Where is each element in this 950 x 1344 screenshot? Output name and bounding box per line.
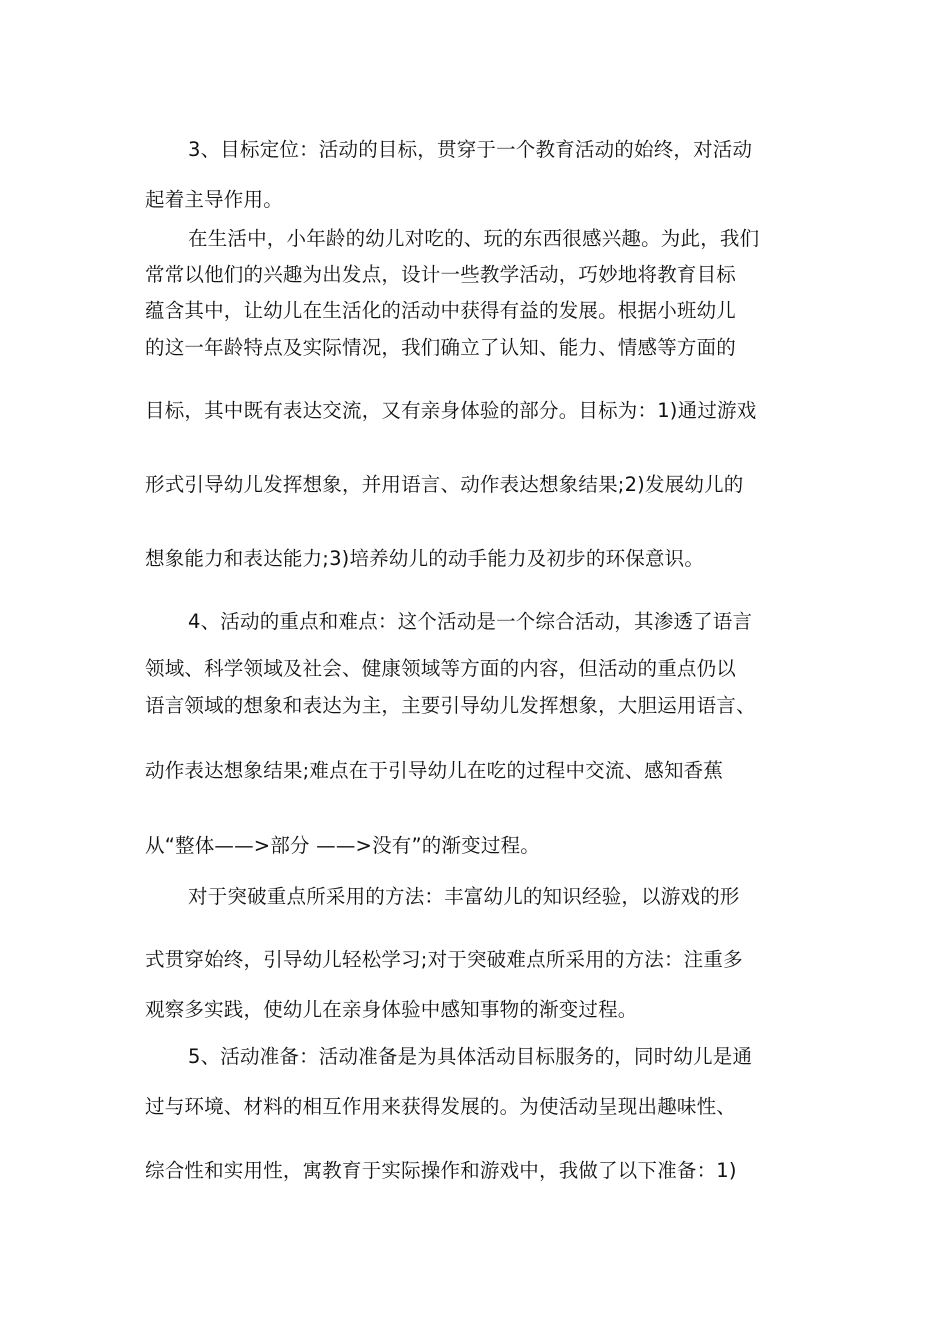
text-line: 3、目标定位：活动的目标，贯穿于一个教育活动的始终，对活动	[188, 138, 753, 161]
text-line: 在生活中，小年龄的幼儿对吃的、玩的东西很感兴趣。为此，我们	[188, 227, 760, 250]
text-line: 目标，其中既有表达交流，又有亲身体验的部分。目标为：1)通过游戏	[145, 399, 757, 422]
text-line: 常常以他们的兴趣为出发点，设计一些教学活动，巧妙地将教育目标	[145, 263, 737, 286]
text-line: 起着主导作用。	[145, 188, 283, 211]
text-line: 对于突破重点所采用的方法：丰富幼儿的知识经验，以游戏的形	[188, 885, 740, 908]
text-line: 式贯穿始终，引导幼儿轻松学习;对于突破难点所采用的方法：注重多	[145, 948, 743, 971]
text-line: 的这一年龄特点及实际情况，我们确立了认知、能力、情感等方面的	[145, 336, 737, 359]
text-line: 想象能力和表达能力;3)培养幼儿的动手能力及初步的环保意识。	[145, 547, 705, 570]
text-line: 动作表达想象结果;难点在于引导幼儿在吃的过程中交流、感知香蕉	[145, 759, 724, 782]
text-line: 领域、科学领域及社会、健康领域等方面的内容，但活动的重点仍以	[145, 657, 737, 680]
text-line: 语言领域的想象和表达为主，主要引导幼儿发挥想象，大胆运用语言、	[145, 694, 756, 717]
text-line: 从“整体——>部分 ——>没有”的渐变过程。	[145, 834, 540, 857]
text-line: 综合性和实用性，寓教育于实际操作和游戏中，我做了以下准备：1)	[145, 1159, 737, 1182]
text-line: 5、活动准备：活动准备是为具体活动目标服务的，同时幼儿是通	[188, 1045, 753, 1068]
text-line: 4、活动的重点和难点：这个活动是一个综合活动，其渗透了语言	[188, 610, 753, 633]
text-line: 形式引导幼儿发挥想象，并用语言、动作表达想象结果;2)发展幼儿的	[145, 473, 744, 496]
text-line: 观察多实践，使幼儿在亲身体验中感知事物的渐变过程。	[145, 998, 638, 1021]
text-line: 蕴含其中，让幼儿在生活化的活动中获得有益的发展。根据小班幼儿	[145, 299, 737, 322]
text-line: 过与环境、材料的相互作用来获得发展的。为使活动呈现出趣味性、	[145, 1095, 737, 1118]
